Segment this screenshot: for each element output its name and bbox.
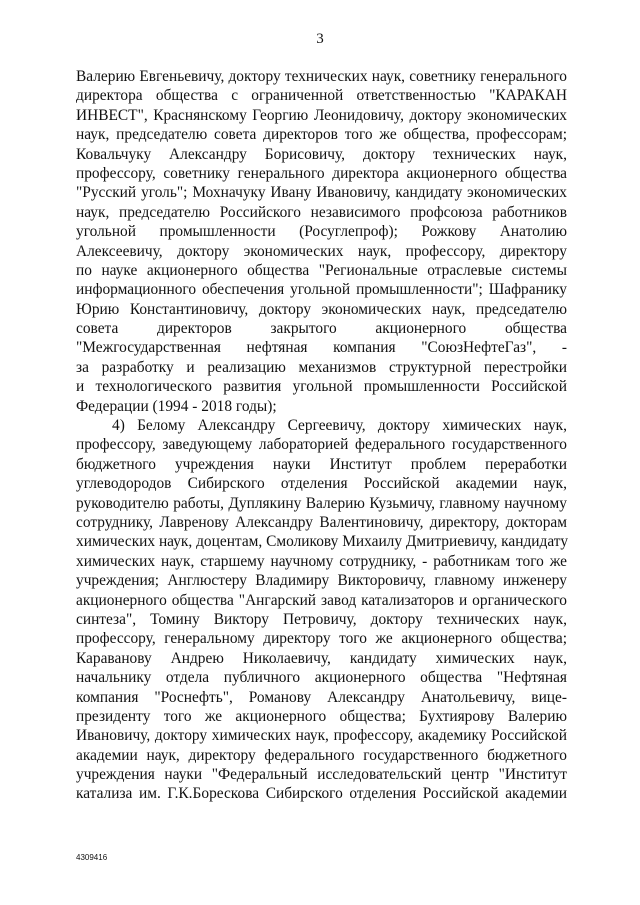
text-line: начальнику отдела публичного акционерного общества "Нефтяная <box>76 669 567 687</box>
page-number: 3 <box>316 31 324 47</box>
text-line: компания "Роснефть", Романову Александру Анатольевичу, вице- <box>76 688 567 706</box>
text-line: Валерию Евгеньевичу, доктору технических наук, советнику генерального <box>76 68 567 85</box>
text-line: профессору, советнику генерального директора акционерного общества <box>76 164 567 182</box>
text-line: акционерного общества "Ангарский завод катализаторов и органического <box>76 591 567 609</box>
paragraph-start-line: 4) Белому Александру Сергеевичу, доктору химических наук, <box>112 417 567 435</box>
text-line: академии наук, директору федерального государственного бюджетного <box>76 746 567 764</box>
text-line: ИНВЕСТ", Краснянскому Георгию Леонидовичу, доктору экономических <box>76 106 567 124</box>
text-line: директора общества с ограниченной ответственностью "КАРАКАН <box>76 87 567 105</box>
text-line: по науке акционерного общества "Региональные отраслевые системы <box>76 261 567 279</box>
text-line: бюджетного учреждения науки Институт проблем переработки <box>76 455 567 473</box>
text-line: информационного обеспечения угольной промышленности"; Шафранику <box>76 281 567 299</box>
text-line: химических наук, старшему научному сотруднику, - работникам того же <box>76 552 567 570</box>
text-line: наук, председателю совета директоров того же общества, профессорам; <box>76 126 567 144</box>
text-line: углеводородов Сибирского отделения Российской академии наук, <box>76 475 567 493</box>
text-line: президенту того же акционерного общества; Бухтиярову Валерию <box>76 707 567 725</box>
text-line: Ковальчуку Александру Борисовичу, доктору технических наук, <box>76 145 567 163</box>
text-line: совета директоров закрытого акционерного общества <box>76 320 567 338</box>
text-line: профессору, генеральному директору того же акционерного общества; <box>76 630 567 648</box>
text-line: и технологического развития угольной промышленности Российской <box>76 378 567 396</box>
text-line: Караванову Андрею Николаевичу, кандидату химических наук, <box>76 649 567 667</box>
text-line: "Межгосударственная нефтяная компания "СоюзНефтеГаз", - <box>76 339 567 357</box>
text-line: учреждения науки "Федеральный исследовательский центр "Институт <box>76 766 567 784</box>
document-code: 4309416 <box>76 853 108 862</box>
text-line: руководителю работы, Дуплякину Валерию Кузьмичу, главному научному <box>76 494 567 512</box>
text-line: угольной промышленности (Росуглепроф); Рожкову Анатолию <box>76 223 567 241</box>
text-line: Ивановичу, доктору химических наук, профессору, академику Российской <box>76 727 567 745</box>
text-line: за разработку и реализацию механизмов структурной перестройки <box>76 358 567 376</box>
paragraph-end-line: Федерации (1994 - 2018 годы); <box>76 397 277 415</box>
text-line: Алексеевичу, доктору экономических наук, профессору, директору <box>76 242 567 260</box>
text-line: профессору, заведующему лабораторией федерального государственного <box>76 436 567 454</box>
text-line: учреждения; Англюстеру Владимиру Викторовичу, главному инженеру <box>76 572 567 590</box>
text-line: наук, председателю Российского независимого профсоюза работников <box>76 203 567 221</box>
text-line: синтеза", Томину Виктору Петровичу, доктору технических наук, <box>76 610 567 628</box>
document-body <box>76 67 567 804</box>
text-line: катализа им. Г.К.Борескова Сибирского отделения Российской академии <box>76 785 567 803</box>
text-line: "Русский уголь"; Мохначуку Ивану Ивановичу, кандидату экономических <box>76 184 567 202</box>
text-line: химических наук, доцентам, Смоликову Михаилу Дмитриевичу, кандидату <box>76 533 569 551</box>
text-line: сотруднику, Лавренову Александру Валентиновичу, директору, докторам <box>76 513 567 531</box>
text-line: Юрию Константиновичу, доктору экономических наук, председателю <box>76 300 567 318</box>
